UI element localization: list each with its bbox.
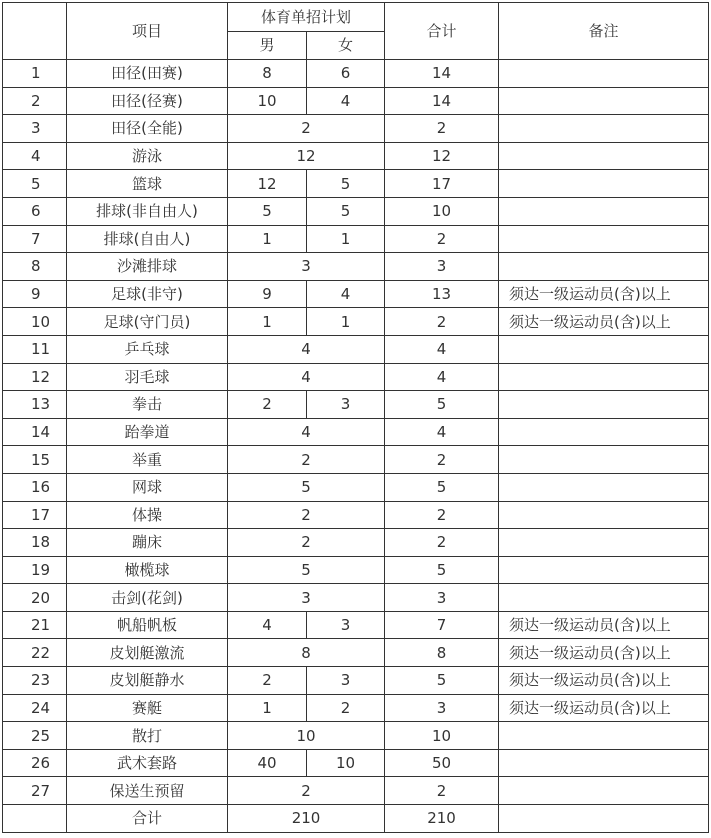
table-row — [3, 197, 709, 225]
row-plan-male: 1 — [228, 225, 307, 253]
row-item: 田径(径赛) — [67, 87, 228, 115]
row-total: 2 — [385, 225, 499, 253]
row-plan-male: 5 — [228, 197, 307, 225]
row-total: 4 — [385, 335, 499, 363]
row-total: 14 — [385, 60, 499, 88]
row-item: 体操 — [67, 501, 228, 529]
row-note — [499, 418, 709, 446]
row-total: 12 — [385, 142, 499, 170]
table-row — [3, 142, 709, 170]
row-item: 橄榄球 — [67, 556, 228, 584]
row-plan-combined: 4 — [228, 335, 385, 363]
row-note: 须达一级运动员(含)以上 — [499, 280, 709, 308]
table-row — [3, 170, 709, 198]
footer-index-cell — [3, 805, 67, 833]
row-item: 武术套路 — [67, 749, 228, 777]
row-plan-combined: 2 — [228, 446, 385, 474]
row-total: 10 — [385, 722, 499, 750]
row-number: 6 — [3, 197, 67, 225]
row-total: 5 — [385, 667, 499, 695]
row-number: 13 — [3, 391, 67, 419]
row-plan-combined: 8 — [228, 639, 385, 667]
row-total: 5 — [385, 391, 499, 419]
row-total: 5 — [385, 556, 499, 584]
row-total: 2 — [385, 501, 499, 529]
row-item: 帆船帆板 — [67, 611, 228, 639]
row-plan-female: 10 — [307, 749, 385, 777]
row-note: 须达一级运动员(含)以上 — [499, 667, 709, 695]
row-number: 10 — [3, 308, 67, 336]
row-number: 24 — [3, 694, 67, 722]
row-number: 20 — [3, 584, 67, 612]
row-item: 田径(全能) — [67, 115, 228, 143]
row-plan-male: 40 — [228, 749, 307, 777]
row-number: 5 — [3, 170, 67, 198]
row-note — [499, 363, 709, 391]
table-row — [3, 308, 709, 336]
row-note — [499, 501, 709, 529]
row-note — [499, 335, 709, 363]
row-plan-male: 8 — [228, 60, 307, 88]
row-number: 17 — [3, 501, 67, 529]
row-plan-combined: 5 — [228, 473, 385, 501]
row-total: 2 — [385, 308, 499, 336]
row-total: 13 — [385, 280, 499, 308]
row-note — [499, 584, 709, 612]
table-row — [3, 611, 709, 639]
row-item: 乒乓球 — [67, 335, 228, 363]
row-total: 17 — [385, 170, 499, 198]
table-row — [3, 446, 709, 474]
row-number: 3 — [3, 115, 67, 143]
row-item: 保送生预留 — [67, 777, 228, 805]
footer-row — [3, 805, 709, 833]
row-number: 25 — [3, 722, 67, 750]
row-total: 8 — [385, 639, 499, 667]
table-row — [3, 280, 709, 308]
row-note — [499, 473, 709, 501]
row-note — [499, 142, 709, 170]
row-plan-male: 2 — [228, 391, 307, 419]
row-note: 须达一级运动员(含)以上 — [499, 611, 709, 639]
row-item: 散打 — [67, 722, 228, 750]
row-number: 27 — [3, 777, 67, 805]
row-item: 赛艇 — [67, 694, 228, 722]
row-plan-combined: 12 — [228, 142, 385, 170]
row-plan-combined: 2 — [228, 115, 385, 143]
header-index-cell — [3, 3, 67, 60]
header-male: 男 — [228, 31, 307, 60]
row-plan-female: 2 — [307, 694, 385, 722]
row-item: 沙滩排球 — [67, 253, 228, 281]
row-item: 足球(守门员) — [67, 308, 228, 336]
row-item: 排球(非自由人) — [67, 197, 228, 225]
table-row — [3, 501, 709, 529]
row-number: 19 — [3, 556, 67, 584]
row-note — [499, 391, 709, 419]
row-note — [499, 253, 709, 281]
row-item: 篮球 — [67, 170, 228, 198]
row-plan-combined: 3 — [228, 253, 385, 281]
table-row — [3, 418, 709, 446]
row-note — [499, 115, 709, 143]
row-note — [499, 777, 709, 805]
row-plan-combined: 5 — [228, 556, 385, 584]
row-plan-female: 4 — [307, 280, 385, 308]
row-total: 7 — [385, 611, 499, 639]
table-row — [3, 115, 709, 143]
row-number: 22 — [3, 639, 67, 667]
row-plan-combined: 2 — [228, 501, 385, 529]
row-item: 排球(自由人) — [67, 225, 228, 253]
row-total: 50 — [385, 749, 499, 777]
table-body — [3, 60, 709, 805]
header-total: 合计 — [385, 3, 499, 60]
row-note: 须达一级运动员(含)以上 — [499, 639, 709, 667]
row-note — [499, 170, 709, 198]
table-row — [3, 60, 709, 88]
table-row — [3, 391, 709, 419]
row-number: 16 — [3, 473, 67, 501]
footer-total: 210 — [385, 805, 499, 833]
table-row — [3, 529, 709, 557]
row-number: 4 — [3, 142, 67, 170]
row-number: 23 — [3, 667, 67, 695]
row-note — [499, 87, 709, 115]
header-note: 备注 — [499, 3, 709, 60]
row-plan-male: 9 — [228, 280, 307, 308]
row-note: 须达一级运动员(含)以上 — [499, 694, 709, 722]
row-plan-female: 1 — [307, 225, 385, 253]
table-row — [3, 87, 709, 115]
row-plan-male: 2 — [228, 667, 307, 695]
row-note: 须达一级运动员(含)以上 — [499, 308, 709, 336]
table-row — [3, 363, 709, 391]
row-number: 7 — [3, 225, 67, 253]
row-number: 26 — [3, 749, 67, 777]
row-number: 15 — [3, 446, 67, 474]
row-item: 游泳 — [67, 142, 228, 170]
row-total: 2 — [385, 115, 499, 143]
header-project: 项目 — [67, 3, 228, 60]
row-note — [499, 446, 709, 474]
header-row-top — [3, 3, 709, 32]
row-number: 2 — [3, 87, 67, 115]
table-row — [3, 722, 709, 750]
table-row — [3, 749, 709, 777]
row-item: 网球 — [67, 473, 228, 501]
row-plan-combined: 10 — [228, 722, 385, 750]
row-total: 3 — [385, 584, 499, 612]
row-plan-male: 10 — [228, 87, 307, 115]
row-number: 14 — [3, 418, 67, 446]
row-total: 2 — [385, 446, 499, 474]
row-item: 足球(非守) — [67, 280, 228, 308]
row-total: 2 — [385, 777, 499, 805]
row-plan-female: 6 — [307, 60, 385, 88]
row-plan-female: 5 — [307, 197, 385, 225]
row-item: 击剑(花剑) — [67, 584, 228, 612]
table-row — [3, 556, 709, 584]
row-plan-female: 4 — [307, 87, 385, 115]
row-note — [499, 749, 709, 777]
row-total: 3 — [385, 253, 499, 281]
table-row — [3, 253, 709, 281]
row-total: 4 — [385, 363, 499, 391]
row-number: 8 — [3, 253, 67, 281]
row-item: 拳击 — [67, 391, 228, 419]
row-total: 14 — [385, 87, 499, 115]
row-item: 跆拳道 — [67, 418, 228, 446]
row-plan-combined: 2 — [228, 529, 385, 557]
row-number: 21 — [3, 611, 67, 639]
row-item: 羽毛球 — [67, 363, 228, 391]
row-total: 3 — [385, 694, 499, 722]
footer-plan-total: 210 — [228, 805, 385, 833]
row-note — [499, 529, 709, 557]
row-number: 18 — [3, 529, 67, 557]
table-row — [3, 584, 709, 612]
header-plan: 体育单招计划 — [228, 3, 385, 32]
row-plan-female: 3 — [307, 667, 385, 695]
row-plan-female: 5 — [307, 170, 385, 198]
row-plan-male: 1 — [228, 308, 307, 336]
row-item: 举重 — [67, 446, 228, 474]
row-plan-female: 3 — [307, 611, 385, 639]
row-plan-female: 1 — [307, 308, 385, 336]
sports-admission-plan-table — [2, 2, 709, 833]
row-note — [499, 225, 709, 253]
table-row — [3, 777, 709, 805]
table-row — [3, 335, 709, 363]
row-number: 1 — [3, 60, 67, 88]
row-plan-male: 12 — [228, 170, 307, 198]
row-note — [499, 556, 709, 584]
row-note — [499, 197, 709, 225]
footer-label: 合计 — [67, 805, 228, 833]
row-plan-combined: 4 — [228, 418, 385, 446]
table-row — [3, 694, 709, 722]
row-item: 皮划艇激流 — [67, 639, 228, 667]
footer-note-cell — [499, 805, 709, 833]
row-number: 11 — [3, 335, 67, 363]
row-plan-female: 3 — [307, 391, 385, 419]
row-total: 2 — [385, 529, 499, 557]
row-plan-combined: 3 — [228, 584, 385, 612]
row-plan-male: 4 — [228, 611, 307, 639]
row-item: 蹦床 — [67, 529, 228, 557]
table-row — [3, 473, 709, 501]
table-row — [3, 667, 709, 695]
row-plan-male: 1 — [228, 694, 307, 722]
row-item: 田径(田赛) — [67, 60, 228, 88]
row-number: 9 — [3, 280, 67, 308]
row-note — [499, 722, 709, 750]
header-female: 女 — [307, 31, 385, 60]
row-plan-combined: 4 — [228, 363, 385, 391]
row-total: 5 — [385, 473, 499, 501]
row-plan-combined: 2 — [228, 777, 385, 805]
row-total: 4 — [385, 418, 499, 446]
row-number: 12 — [3, 363, 67, 391]
table-row — [3, 225, 709, 253]
row-item: 皮划艇静水 — [67, 667, 228, 695]
row-total: 10 — [385, 197, 499, 225]
table-row — [3, 639, 709, 667]
row-note — [499, 60, 709, 88]
